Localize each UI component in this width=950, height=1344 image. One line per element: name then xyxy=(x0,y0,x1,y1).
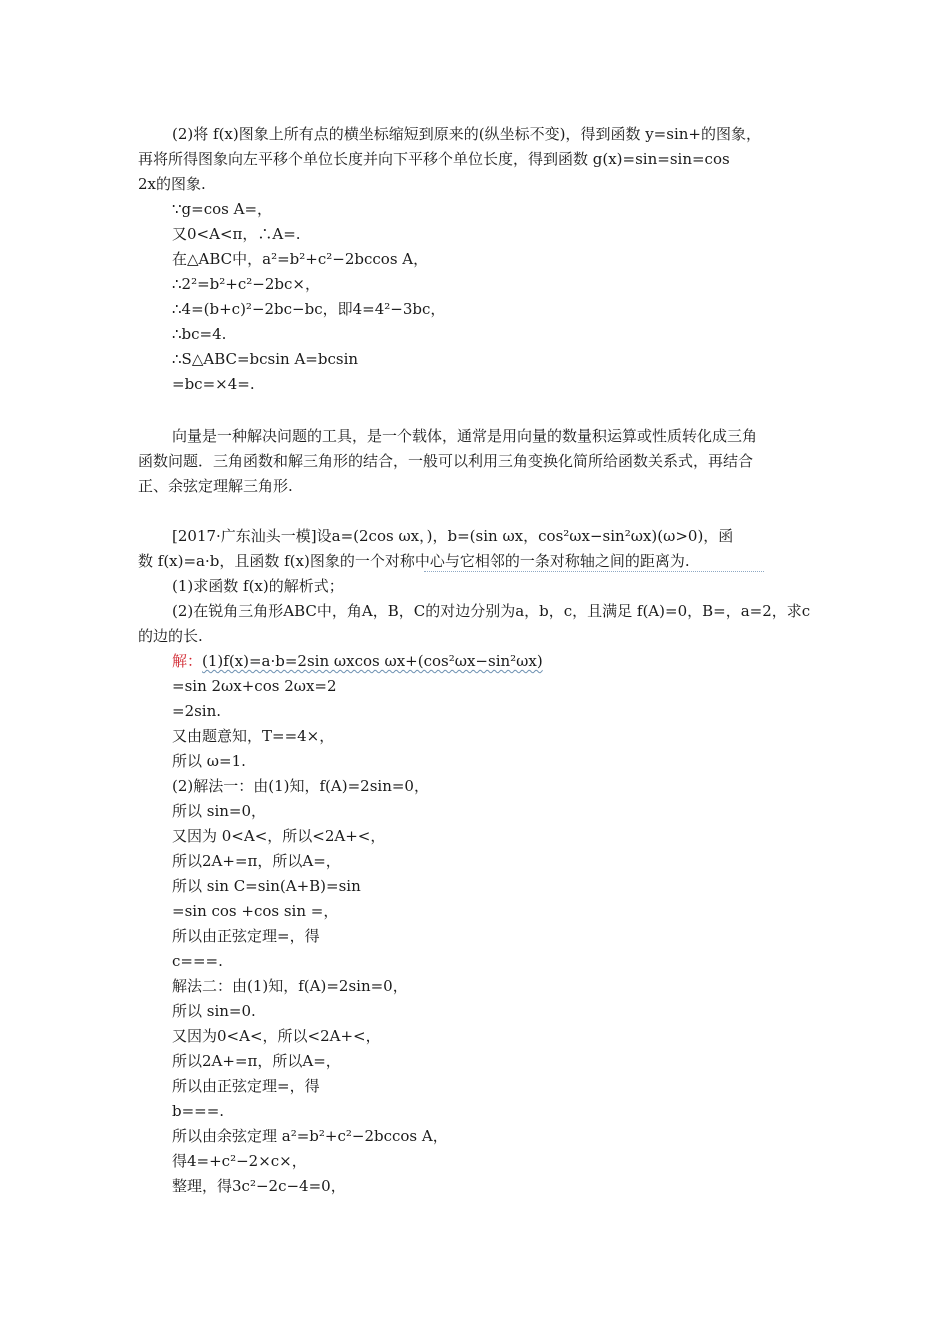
solution-line: 又因为0<A<，所以<2A+<， xyxy=(172,1027,381,1045)
text-line: (2)将 f(x)图象上所有点的横坐标缩短到原来的(纵坐标不变)，得到函数 y=sin+的图象， xyxy=(172,125,761,143)
solution-line: 又因为 0<A<，所以<2A+<， xyxy=(172,827,386,845)
problem-line: [2017·广东汕头一模]设a=(2cos ωx，)，b=(sin ωx，cos²ωx−sin²ωx)(ω>0)，函 xyxy=(172,527,734,545)
solution-line: (2)解法一：由(1)知，f(A)=2sin=0， xyxy=(172,777,429,795)
problem-line: (1)求函数 f(x)的解析式； xyxy=(172,577,344,595)
solution-line: 所以2A+=π，所以A=， xyxy=(172,1052,341,1070)
solution-line: 所以2A+=π，所以A=， xyxy=(172,852,341,870)
solution-line: =sin 2ωx+cos 2ωx=2 xyxy=(172,677,337,695)
solution-line: =sin cos +cos sin =， xyxy=(172,902,339,920)
solution-line: 又由题意知，T==4×， xyxy=(172,727,335,745)
solution-label: 解： xyxy=(172,652,203,670)
solution-line: 所以 sin=0， xyxy=(172,802,267,820)
solution-line: b===. xyxy=(172,1102,225,1120)
solution-line: 解法二：由(1)知，f(A)=2sin=0， xyxy=(172,977,408,995)
problem-line: (2)在锐角三角形ABC中，角A，B，C的对边分别为a，b，c，且满足 f(A)=0，B=，a=2，求c xyxy=(172,602,811,620)
text-line: =bc=×4=. xyxy=(172,375,255,393)
note-line: 正、余弦定理解三角形. xyxy=(138,477,293,495)
text-line: ∴bc=4. xyxy=(172,325,227,343)
note-line: 向量是一种解决问题的工具，是一个载体，通常是用向量的数量积运算或性质转化成三角 xyxy=(172,427,758,445)
solution-line: =2sin. xyxy=(172,702,222,720)
text-line: ∴4=(b+c)²−2bc−bc，即4=4²−3bc， xyxy=(172,300,446,318)
problem-line: 数 f(x)=a·b，且函数 f(x)图象的一个对称中心与它相邻的一条对称轴之间的距离为. xyxy=(138,552,690,570)
solution-line: 所以 sin C=sin(A+B)=sin xyxy=(172,877,361,895)
problem-line: 的边的长. xyxy=(138,627,203,645)
text-line: 在△ABC中，a²=b²+c²−2bccos A， xyxy=(172,250,429,268)
text-line: 又0<A<π，∴A=. xyxy=(172,225,301,243)
solution-formula: (1)f(x)=a·b=2sin ωxcos ωx+(cos²ωx−sin²ωx) xyxy=(202,652,543,670)
note-line: 函数问题．三角函数和解三角形的结合，一般可以利用三角变换化简所给函数关系式，再结合 xyxy=(138,452,754,470)
text-line: ∴2²=b²+c²−2bc×， xyxy=(172,275,320,293)
solution-line: 所以 ω=1. xyxy=(172,752,246,770)
solution-line: c===. xyxy=(172,952,223,970)
text-line: 再将所得图象向左平移个单位长度并向下平移个单位长度，得到函数 g(x)=sin=sin=cos xyxy=(138,150,730,168)
text-line: ∵g=cos A=， xyxy=(172,200,273,218)
text-line: ∴S△ABC=bcsin A=bcsin xyxy=(172,350,359,368)
solution-first-line xyxy=(172,651,543,671)
solution-line: 整理，得3c²−2c−4=0， xyxy=(172,1177,346,1195)
solution-line: 得4=+c²−2×c×， xyxy=(172,1152,307,1170)
solution-line: 所以由余弦定理 a²=b²+c²−2bccos A， xyxy=(172,1127,448,1145)
wavy-underline xyxy=(424,571,764,572)
solution-line: 所以由正弦定理=，得 xyxy=(172,927,320,945)
solution-line: 所以 sin=0. xyxy=(172,1002,256,1020)
text-line: 2x的图象. xyxy=(138,175,206,193)
solution-line: 所以由正弦定理=，得 xyxy=(172,1077,320,1095)
